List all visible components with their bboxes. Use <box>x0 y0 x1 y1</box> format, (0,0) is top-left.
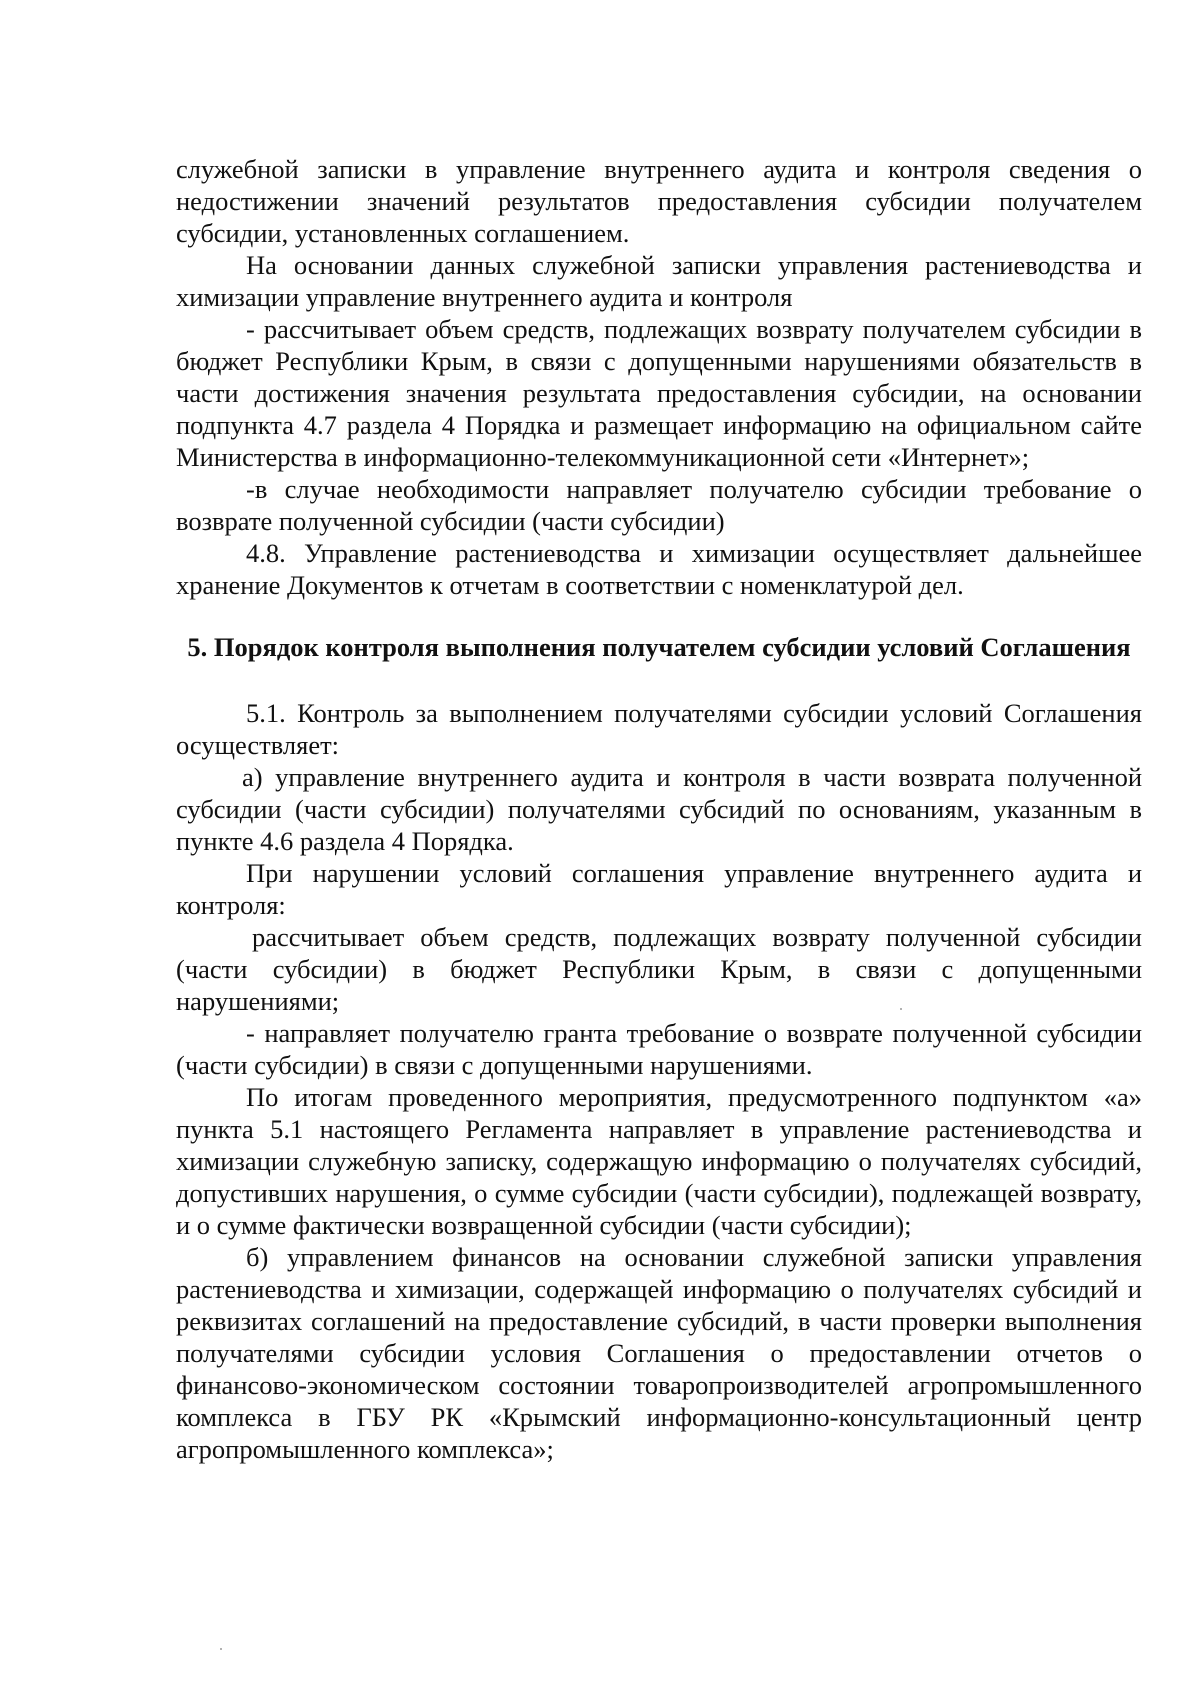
paragraph-basis: На основании данных служебной записки управления растениеводства и химизации управление внутреннего аудита и контроля <box>176 250 1142 312</box>
paragraph-5-1-b: б) управлением финансов на основании служебной записки управления растениеводства и химизации, содержащей информацию о получателях субсидий и реквизитах соглашений на предоставление субсидий, в части проверки выполнения получателями субсидии условия Соглашения о предоставлении отчетов о финансово-экономическом состоянии товаропроизводителей агропромышленного комплекса в ГБУ РК «Крымский информационно-консультационный центр агропромышленного комплекса»; <box>176 1242 1142 1464</box>
paragraph-demand-return: -в случае необходимости направляет получателю субсидии требование о возврате полученной субсидии (части субсидии) <box>176 474 1142 536</box>
paragraph-results: По итогам проведенного мероприятия, предусмотренного подпунктом «а» пункта 5.1 настоящего Регламента направляет в управление растениеводства и химизации служебную записку, содержащую информацию о получателях субсидий, допустивших нарушения, о сумме субсидии (части субсидии), подлежащей возврату, и о сумме фактически возвращенной субсидии (части субсидии); <box>176 1082 1142 1240</box>
section-heading: 5. Порядок контроля выполнения получателем субсидии условий Соглашения <box>187 632 1131 662</box>
paragraph-4-8: 4.8. Управление растениеводства и химизации осуществляет дальнейшее хранение Документов к отчетам в соответствии с номенклатурой дел. <box>176 538 1142 600</box>
scan-speck <box>220 1648 222 1650</box>
paragraph-calculates: - рассчитывает объем средств, подлежащих возврату получателем субсидии в бюджет Республики Крым, в связи с допущенными нарушениями обязательств в части достижения значения результата предоставления субсидии, на основании подпункта 4.7 раздела 4 Порядка и размещает информацию на официальном сайте Министерства в информационно-телекоммуникационной сети «Интернет»; <box>176 314 1142 472</box>
paragraph-5-1-a: а) управление внутреннего аудита и контроля в части возврата полученной субсидии (части субсидии) получателями субсидий по основаниям, указанным в пункте 4.6 раздела 4 Порядка. <box>176 762 1142 856</box>
document-body <box>176 153 1142 1465</box>
paragraph-continuation: служебной записки в управление внутреннего аудита и контроля сведения о недостижении значений результатов предоставления субсидии получателем субсидии, установленных соглашением. <box>176 154 1142 248</box>
paragraph-calculates-return: рассчитывает объем средств, подлежащих возврату полученной субсидии (части субсидии) в бюджет Республики Крым, в связи с допущенными нарушениями; <box>176 922 1142 1016</box>
paragraph-grant-demand: - направляет получателю гранта требование о возврате полученной субсидии (части субсидии) в связи с допущенными нарушениями. <box>176 1018 1142 1080</box>
paragraph-violation: При нарушении условий соглашения управление внутреннего аудита и контроля: <box>176 858 1142 920</box>
scan-speck <box>900 1008 902 1010</box>
paragraph-5-1: 5.1. Контроль за выполнением получателями субсидии условий Соглашения осуществляет: <box>176 698 1142 760</box>
